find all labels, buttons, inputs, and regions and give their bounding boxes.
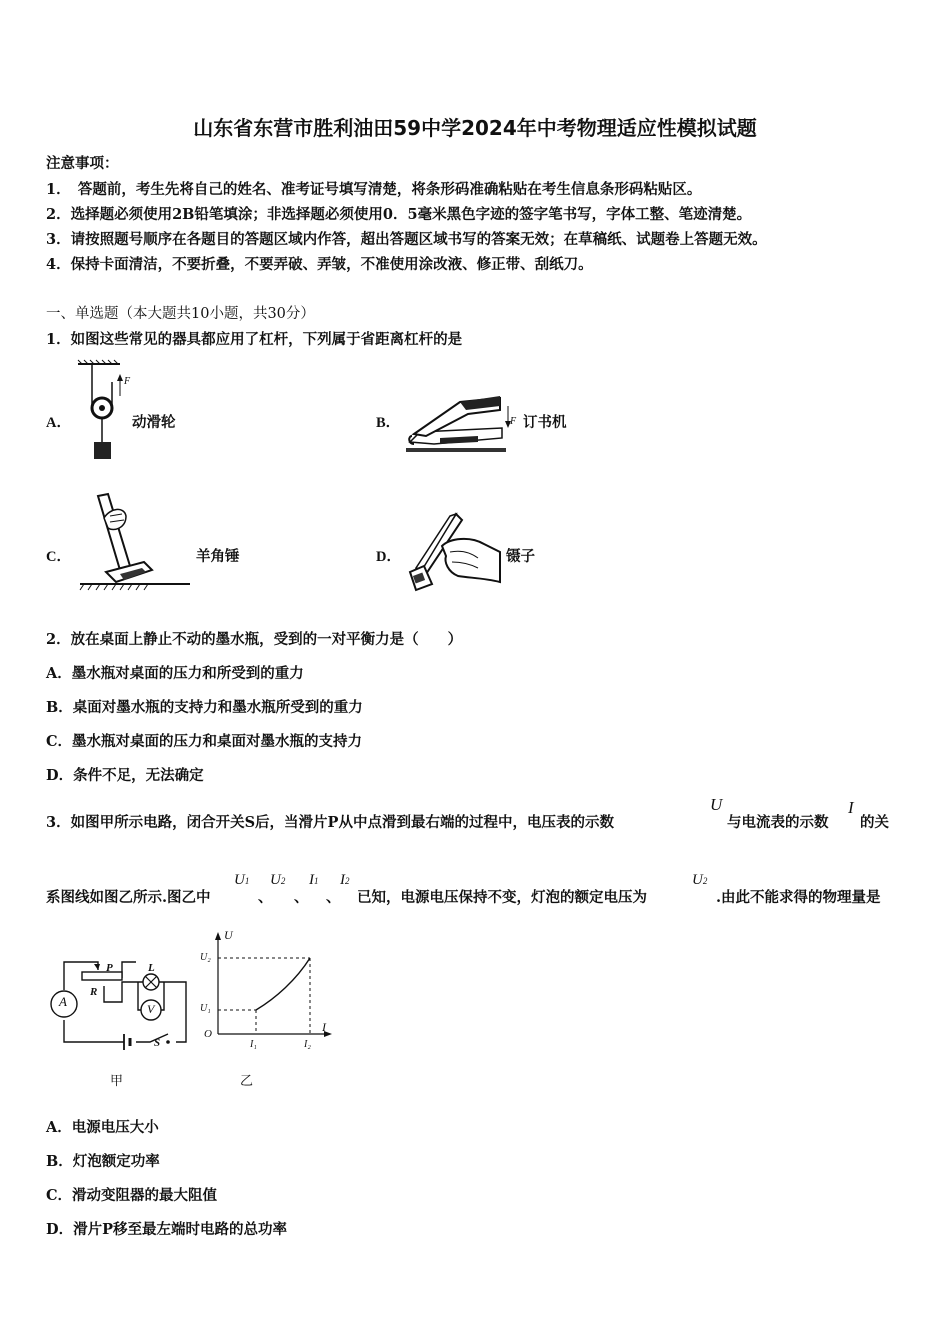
separator: 、 (326, 889, 341, 906)
q2-option-a: A．墨水瓶对桌面的压力和所受到的重力 (46, 665, 304, 682)
question-1-stem: 1．如图这些常见的器具都应用了杠杆，下列属于省距离杠杆的是 (46, 331, 463, 348)
force-label: F (124, 376, 131, 387)
q1-option-d-letter: D． (376, 549, 401, 565)
u-i-graph (200, 930, 340, 1040)
q3-option-c: C．滑动变阻器的最大阻值 (46, 1187, 218, 1204)
q1-option-b-caption: 订书机 (523, 414, 567, 431)
separator: 、 (258, 889, 273, 906)
graph-u2-label: U₂ (200, 952, 211, 963)
circuit-diagram (46, 952, 196, 1052)
question-3-stem-part: .由此不能求得的物理量是 (716, 889, 881, 906)
rheostat-label: R (90, 986, 98, 998)
symbol-u2: U2 (270, 872, 286, 888)
q2-option-d: D．条件不足，无法确定 (46, 767, 204, 784)
q1-option-a-caption: 动滑轮 (132, 414, 176, 431)
figure-jia-caption: 甲 (110, 1074, 124, 1089)
question-3-stem-part: 与电流表的示数 (727, 814, 829, 831)
notice-item: 2．选择题必须使用2B铅笔填涂；非选择题必须使用0．5毫米黑色字迹的签字笔书写，字体工整、笔迹清楚。 (46, 206, 752, 223)
stapler-figure (404, 392, 517, 458)
symbol-u2: U2 (692, 872, 708, 888)
symbol-u1: U1 (234, 872, 250, 888)
claw-hammer-figure (80, 492, 192, 592)
q1-option-c-caption: 羊角锤 (196, 548, 240, 565)
q1-option-c-letter: C． (46, 549, 71, 565)
voltmeter-label: V (147, 1002, 155, 1016)
notice-item: 4．保持卡面清洁，不要折叠，不要弄破、弄皱，不准使用涂改液、修正带、刮纸刀。 (46, 256, 593, 273)
separator: 、 (294, 889, 309, 906)
q1-option-d-caption: 镊子 (506, 548, 535, 565)
symbol-i1: I1 (309, 872, 319, 888)
slider-label: P (106, 962, 113, 974)
symbol-i: I (848, 798, 854, 817)
force-label: F (510, 416, 517, 427)
section-heading: 一、单选题（本大题共10小题，共30分） (46, 306, 315, 322)
figure-yi-caption: 乙 (240, 1074, 254, 1089)
question-2-stem: 2．放在桌面上静止不动的墨水瓶，受到的一对平衡力是（ ） (46, 631, 463, 648)
question-3-stem-part: 系图线如图乙所示.图乙中 (46, 889, 211, 906)
q3-option-b: B．灯泡额定功率 (46, 1153, 160, 1170)
graph-x-axis-label: I (322, 1020, 326, 1034)
graph-i2-label: I₂ (304, 1039, 311, 1050)
notice-item: 3．请按照题号顺序在各题目的答题区域内作答，超出答题区域书写的答案无效；在草稿纸、试题卷上答题无效。 (46, 231, 767, 248)
ammeter-label: A (59, 994, 67, 1009)
symbol-u: U (710, 795, 723, 814)
q2-option-c: C．墨水瓶对桌面的压力和桌面对墨水瓶的支持力 (46, 733, 363, 750)
switch-label: S (154, 1037, 161, 1049)
question-3-stem-part: 3．如图甲所示电路，闭合开关S后，当滑片P从中点滑到最右端的过程中，电压表的示数 (46, 814, 614, 831)
q2-option-b: B．桌面对墨水瓶的支持力和墨水瓶所受到的重力 (46, 699, 363, 716)
notice-item: 1． 答题前，考生先将自己的姓名、准考证号填写清楚，将条形码准确粘贴在考生信息条形码粘贴区。 (46, 181, 702, 198)
graph-y-axis-label: U (224, 928, 233, 942)
lamp-label: L (148, 962, 155, 974)
question-3-stem-part: 的关 (860, 814, 889, 831)
graph-u1-label: U₁ (200, 1003, 211, 1014)
q3-option-a: A．电源电压大小 (46, 1119, 159, 1136)
graph-origin-label: O (204, 1028, 212, 1040)
q3-option-d: D．滑片P移至最左端时电路的总功率 (46, 1221, 287, 1238)
graph-i1-label: I₁ (250, 1039, 257, 1050)
tweezers-figure (404, 512, 506, 590)
q1-option-b-letter: B． (376, 415, 401, 431)
symbol-i2: I2 (340, 872, 350, 888)
notice-heading: 注意事项： (46, 155, 119, 172)
q1-option-a-letter: A． (46, 415, 71, 431)
question-3-stem-part: 已知，电源电压保持不变，灯泡的额定电压为 (357, 889, 647, 906)
page-title: 山东省东营市胜利油田59中学2024年中考物理适应性模拟试题 (193, 116, 757, 140)
